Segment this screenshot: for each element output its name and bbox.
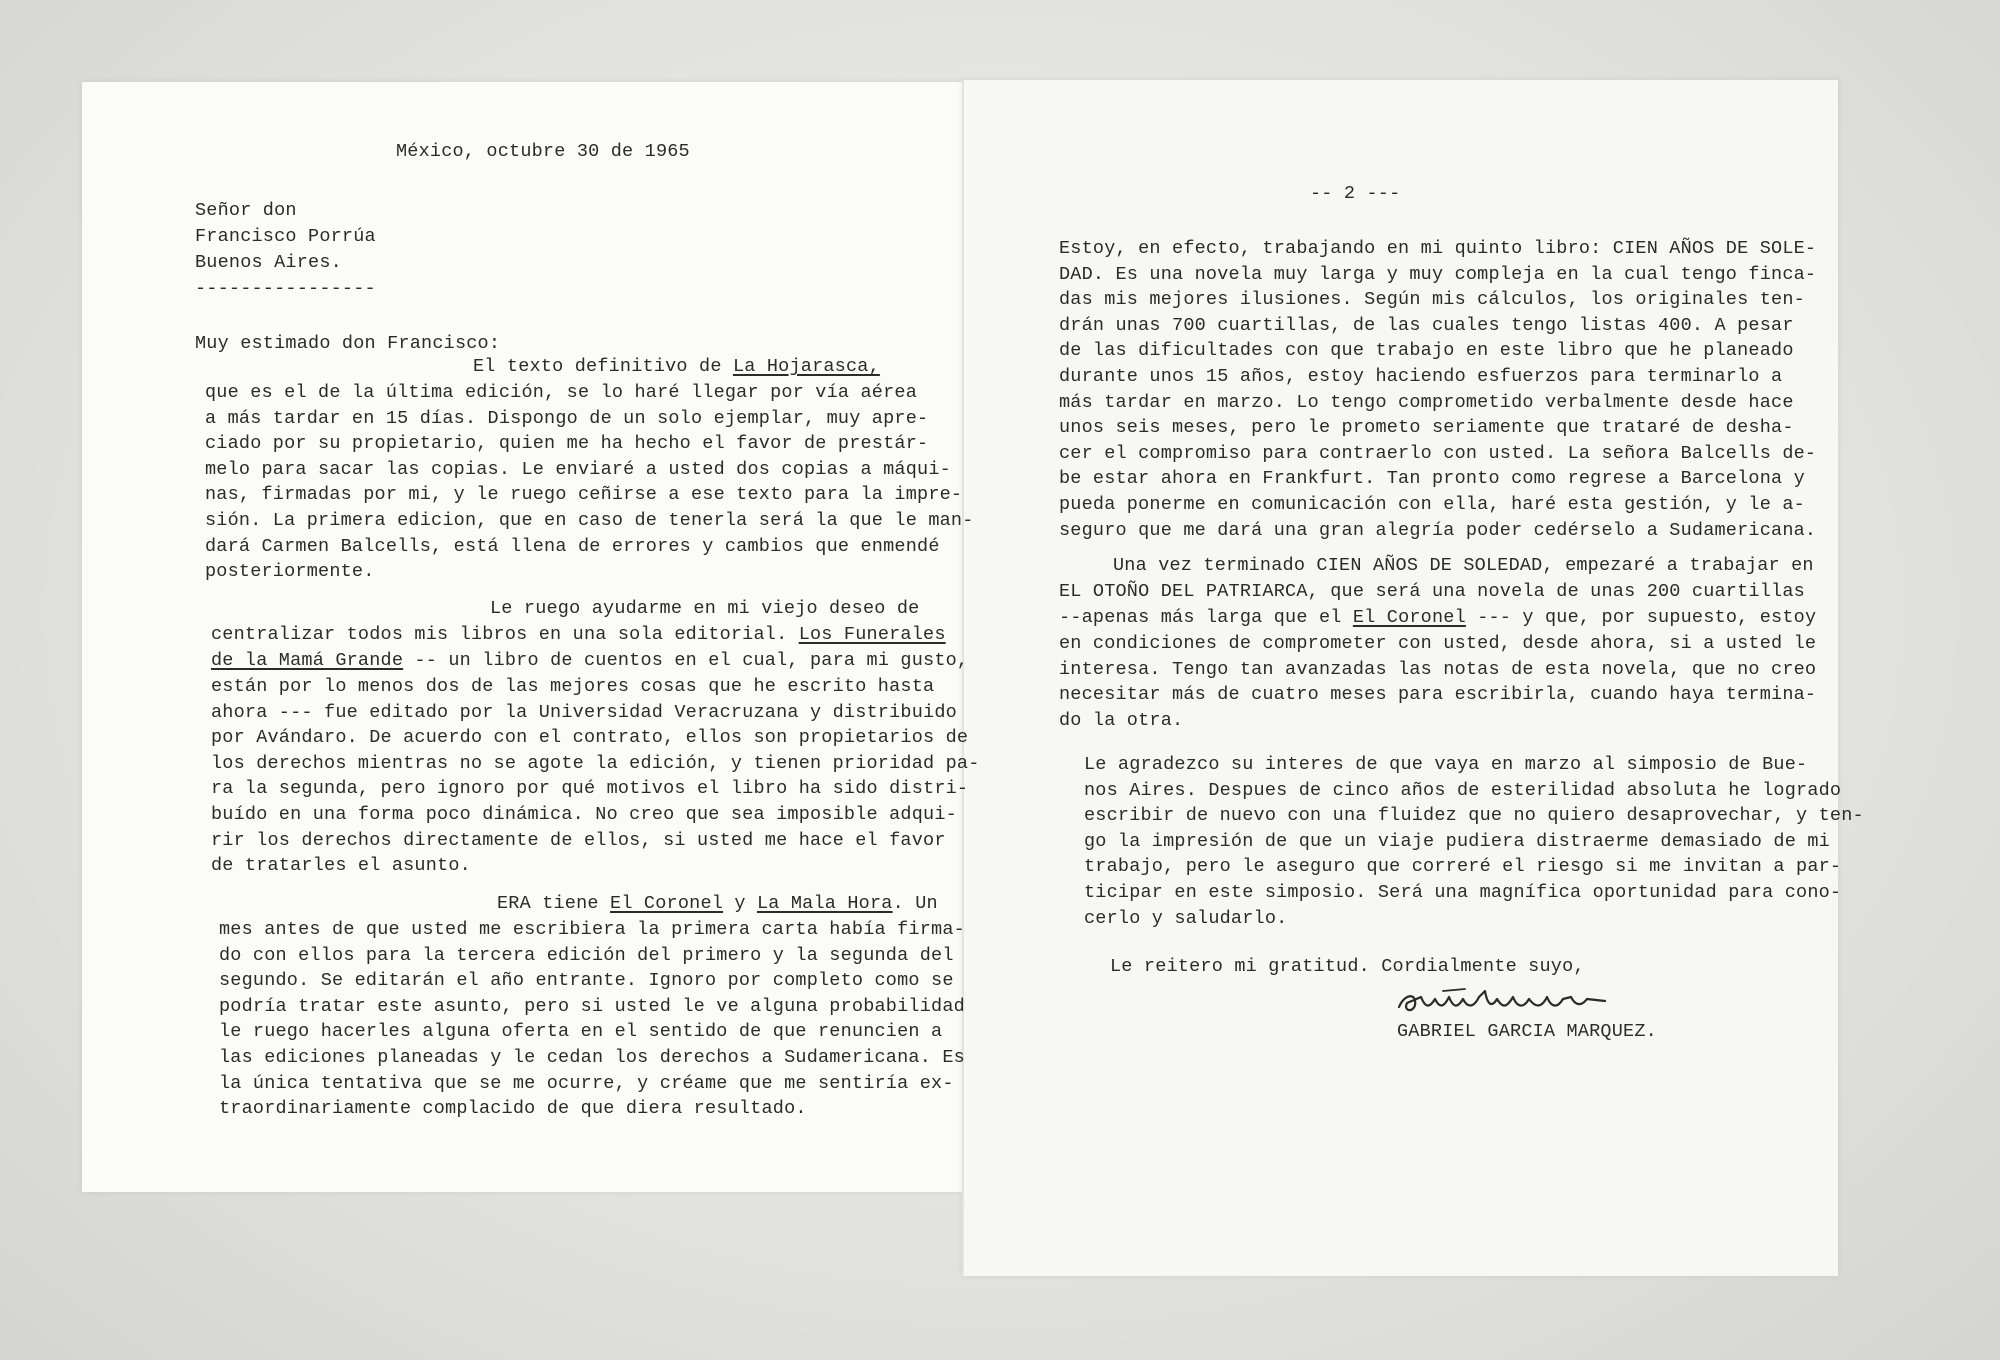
paragraph-2-line-2-text: centralizar todos mis libros en una sola editorial. bbox=[211, 624, 799, 645]
closing: Le reitero mi gratitud. Cordialmente suyo, bbox=[1110, 956, 1585, 977]
recipient-line-2: Francisco Porrúa bbox=[195, 226, 376, 247]
title-el-coronel: El Coronel bbox=[610, 893, 724, 914]
paragraph-1-first-line bbox=[473, 354, 880, 380]
paragraph-3-text-a: ERA tiene bbox=[497, 893, 611, 914]
page-2-paragraph-2-line-3-post: --- y que, por supuesto, estoy bbox=[1465, 607, 1817, 628]
paragraph-3-body: mes antes de que usted me escribiera la primera carta había firma- do con ellos para la tercera edición del primero y la segunda del segundo. Se editarán el año entrante. Ignoro por completo como se podría tratar este asunto, pero si usted le ve alguna probabilidad le ruego hacerles alguna oferta en el sentido de que renuncien a las ediciones planeadas y le cedan los derechos a Sudamericana. Es la única tentativa que se me ocurre, y créame que me sentiría ex- traordinariamente complacido de que diera resultado. bbox=[219, 919, 965, 1120]
title-la-hojarasca: La Hojarasca, bbox=[732, 356, 880, 377]
recipient-line-1: Señor don bbox=[195, 200, 297, 221]
paragraph-1-first-line-text: El texto definitivo de bbox=[473, 356, 733, 377]
paragraph-3-text-b: y bbox=[723, 893, 757, 914]
paragraph-2-body: están por lo menos dos de las mejores cosas que he escrito hasta ahora --- fue editado por la Universidad Veracruzana y distribuido por Avándaro. De acuerdo con el contrato, ellos son propietarios de los derechos mientras no se agote la edición, y tienen prioridad pa- ra la segunda, pero ignoro por qué motivos el libro ha sido distri- buído en una forma poco dinámica. No creo que sea imposible adqui- rir los derechos directamente de ellos, si usted me hace el favor de tratarles el asunto. bbox=[211, 676, 980, 877]
page-2-paragraph-1: Estoy, en efecto, trabajando en mi quinto libro: CIEN AÑOS DE SOLE- DAD. Es una novela muy larga y muy compleja en la cual tengo finca- das mis mejores ilusiones. Según mis cálculos, los originales ten- drán unas 700 cuartillas, de las cuales tengo listas 400. A pesar de las dificultades con que trabajo en este libro que he planeado durante unos 15 años, estoy haciendo esfuerzos para terminarlo a más tardar en marzo. Lo tengo comprometido verbalmente desde hace unos seis meses, pero le prometo seriamente que trataré de desha- cer el compromiso para contraerlo con usted. La señora Balcells de- be estar ahora en Frankfurt. Tan pronto como regrese a Barcelona y pueda ponerme en comunicación con ella, haré esta gestión, y le a- seguro que me dará una gran alegría poder cedérselo a Sudamericana. bbox=[1059, 238, 1817, 541]
paragraph-2-first-line: Le ruego ayudarme en mi viejo deseo de bbox=[490, 598, 920, 619]
page-2-paragraph-2-body: en condiciones de comprometer con usted, desde ahora, si a usted le interesa. Tengo tan avanzadas las notas de esta novela, que no creo necesitar más de cuatro meses para escribirla, cuando haya termina- do la otra. bbox=[1059, 633, 1817, 731]
recipient-line-3: Buenos Aires. bbox=[195, 252, 342, 273]
recipient-rule: ---------------- bbox=[195, 278, 376, 299]
title-la-mala-hora: La Mala Hora bbox=[756, 893, 893, 914]
page-2-paragraph-2-line-3-text: --apenas más larga que el bbox=[1059, 607, 1353, 628]
salutation: Muy estimado don Francisco: bbox=[195, 333, 501, 354]
paragraph-2-line-2 bbox=[211, 622, 946, 648]
paragraph-2-line-3-text: -- un libro de cuentos en el cual, para mi gusto, bbox=[403, 650, 969, 671]
signature-name: GABRIEL GARCIA MARQUEZ. bbox=[1397, 1021, 1657, 1042]
page-number: -- 2 --- bbox=[1310, 183, 1401, 204]
page-2-paragraph-2-line-2: EL OTOÑO DEL PATRIARCA, que será una novela de unas 200 cuartillas bbox=[1059, 581, 1805, 602]
page-2-paragraph-2-first-line: Una vez terminado CIEN AÑOS DE SOLEDAD, empezaré a trabajar en bbox=[1113, 555, 1814, 576]
page-2-paragraph-3: Le agradezco su interes de que vaya en marzo al simposio de Bue- nos Aires. Despues de cinco años de esterilidad absoluta he logrado escribir de nuevo con una fluidez que no quiero desaprovechar, y ten- go la impresión de que un viaje pudiera distraerme demasiado de mi trabajo, pero le aseguro que correré el riesgo si me invitan a par- ticipar en este simposio. Será una magnífica oportunidad para cono- cerlo y saludarlo. bbox=[1084, 754, 1864, 929]
paragraph-1-body: que es el de la última edición, se lo haré llegar por vía aérea a más tardar en 15 días. Dispongo de un solo ejemplar, muy apre- ciado por su propietario, quien me ha hecho el favor de prestár- melo para sacar las copias. Le enviaré a usted dos copias a máqui- nas, firmadas por mi, y le ruego ceñirse a ese texto para la impre- sión. La primera edicion, que en caso de tenerla será la que le man- dará Carmen Balcells, está llena de errores y cambios que enmendé posteriormente. bbox=[205, 382, 974, 583]
paragraph-2-line-3 bbox=[211, 648, 968, 674]
signature-image bbox=[1395, 985, 1615, 1019]
paragraph-3-text-c: . Un bbox=[892, 893, 938, 914]
title-mama-grande: de la Mamá Grande bbox=[211, 650, 404, 671]
page-2-paragraph-2-line-3 bbox=[1059, 605, 1816, 631]
title-los-funerales: Los Funerales bbox=[798, 624, 946, 645]
letter-date: México, octubre 30 de 1965 bbox=[396, 141, 690, 162]
title-el-coronel-page-2: El Coronel bbox=[1352, 607, 1466, 628]
paragraph-3-first-line bbox=[497, 891, 938, 917]
